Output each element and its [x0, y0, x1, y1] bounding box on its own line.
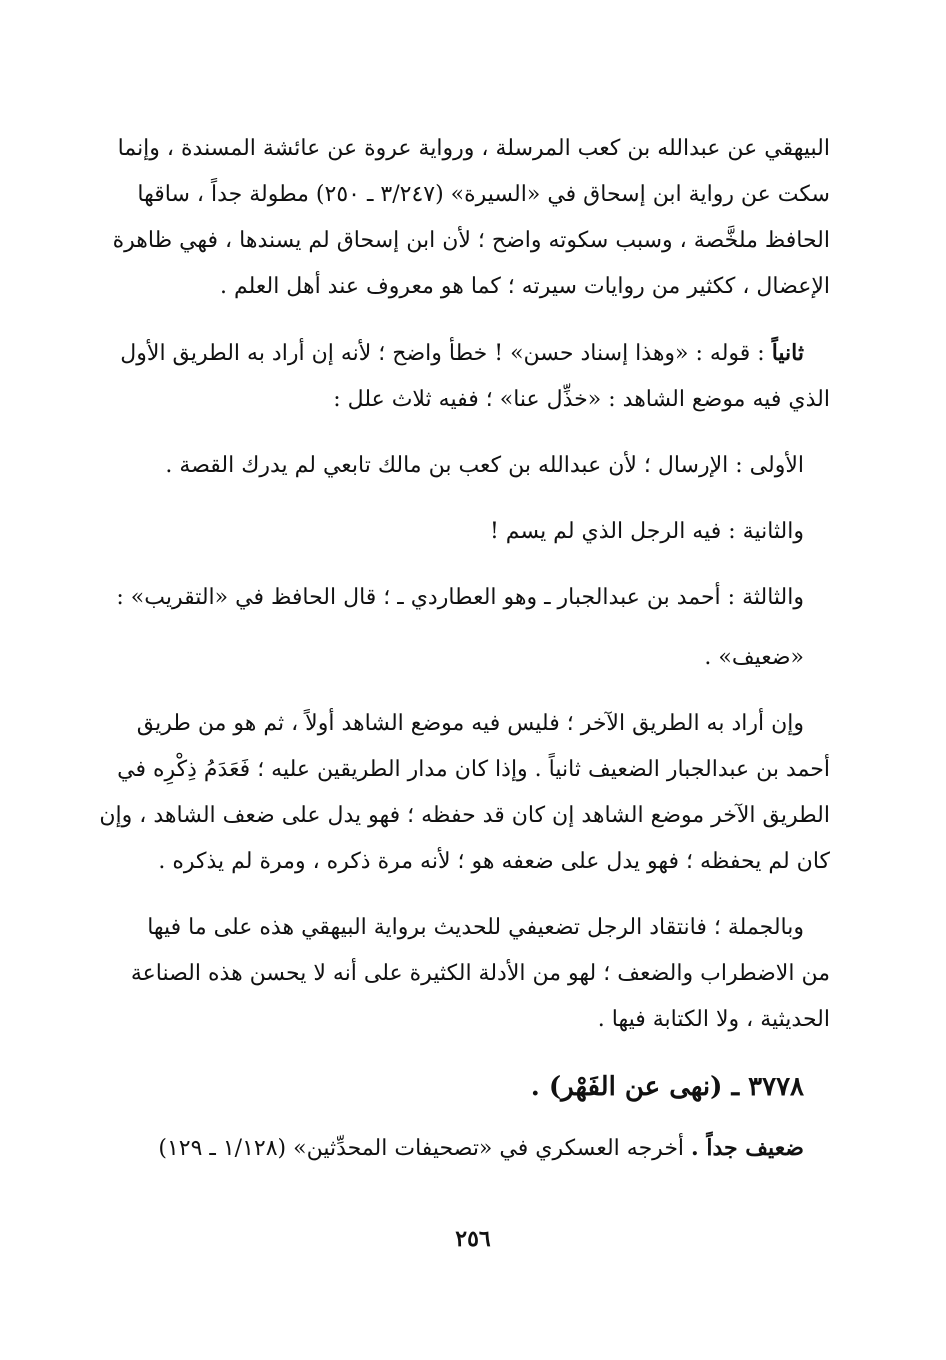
hadith-grade — [94, 1125, 830, 1172]
paragraph-2-line-2: الذي فيه موضع الشاهد : «خذِّل عنا» ؛ ففيه ثلاث علل : — [333, 387, 830, 412]
paragraph-2 — [94, 330, 830, 423]
page-body — [94, 126, 830, 1172]
paragraph-2-line-1-rest: : قوله : «وهذا إسناد حسن» ! خطأ واضح ؛ لأنه إن أراد به الطريق الأول — [120, 341, 765, 366]
hadith-grade-rest: أخرجه العسكري في «تصحيفات المحدِّثين» (١/١٢٨ ـ ١٢٩) — [158, 1136, 685, 1161]
illness-first: الأولى : الإرسال ؛ لأن عبدالله بن كعب بن مالك تابعي لم يدرك القصة . — [165, 453, 804, 478]
illness-third-line-1: والثالثة : أحمد بن عبدالجبار ـ وهو العطاردي ـ ؛ قال الحافظ في «التقريب» : — [116, 585, 804, 610]
paragraph-4-line-2: من الاضطراب والضعف ؛ لهو من الأدلة الكثيرة على أنه لا يحسن هذه الصناعة — [130, 961, 830, 986]
paragraph-1-line-1: البيهقي عن عبدالله بن كعب المرسلة ، ورواية عروة عن عائشة المسندة ، وإنما — [117, 136, 830, 161]
paragraph-3-line-3: الطريق الآخر موضع الشاهد إن كان قد حفظه ؛ فهو يدل على ضعف الشاهد ، وإن — [99, 803, 830, 828]
paragraph-3-line-2: أحمد بن عبدالجبار الضعيف ثانياً . وإذا كان مدار الطريقين عليه ؛ فَعَدَمُ ذِكْرِه في — [117, 757, 830, 782]
hadith-grade-lead: ضعيف جداً . — [691, 1135, 804, 1161]
page-number: ٢٥٦ — [455, 1226, 491, 1252]
paragraph-2-line-1 — [94, 330, 804, 377]
paragraph-3 — [94, 701, 830, 885]
paragraph-2-lead: ثانياً — [771, 340, 804, 366]
illness-second: والثانية : فيه الرجل الذي لم يسم ! — [489, 519, 804, 544]
illness-third — [94, 575, 830, 681]
paragraph-4 — [94, 905, 830, 1043]
paragraph-1-line-2: سكت عن رواية ابن إسحاق في «السيرة» (٣/٢٤٧ ـ ٢٥٠) مطولة جداً ، ساقها — [137, 182, 830, 207]
paragraph-1 — [94, 126, 830, 310]
paragraph-4-line-1: وبالجملة ؛ فانتقاد الرجل تضعيفي للحديث برواية البيهقي هذه على ما فيها — [147, 915, 804, 940]
paragraph-1-line-4: الإعضال ، ككثير من روايات سيرته ؛ كما هو معروف عند أهل العلم . — [219, 274, 830, 299]
paragraph-3-line-4: كان لم يحفظه ؛ فهو يدل على ضعفه هو ؛ لأنه مرة ذكره ، ومرة لم يذكره . — [158, 849, 830, 874]
illness-third-line-2: «ضعيف» . — [704, 645, 804, 670]
paragraph-3-line-1: وإن أراد به الطريق الآخر ؛ فليس فيه موضع الشاهد أولاً ، ثم هو من طريق — [136, 711, 804, 736]
hadith-heading: ٣٧٧٨ ـ (نهى عن الفَهْر) . — [530, 1072, 804, 1102]
paragraph-1-line-3: الحافظ ملخَّصة ، وسبب سكوته واضح ؛ لأن ابن إسحاق لم يسندها ، فهي ظاهرة — [112, 228, 830, 253]
paragraph-4-line-3: الحديثية ، ولا الكتابة فيها . — [597, 1007, 830, 1032]
